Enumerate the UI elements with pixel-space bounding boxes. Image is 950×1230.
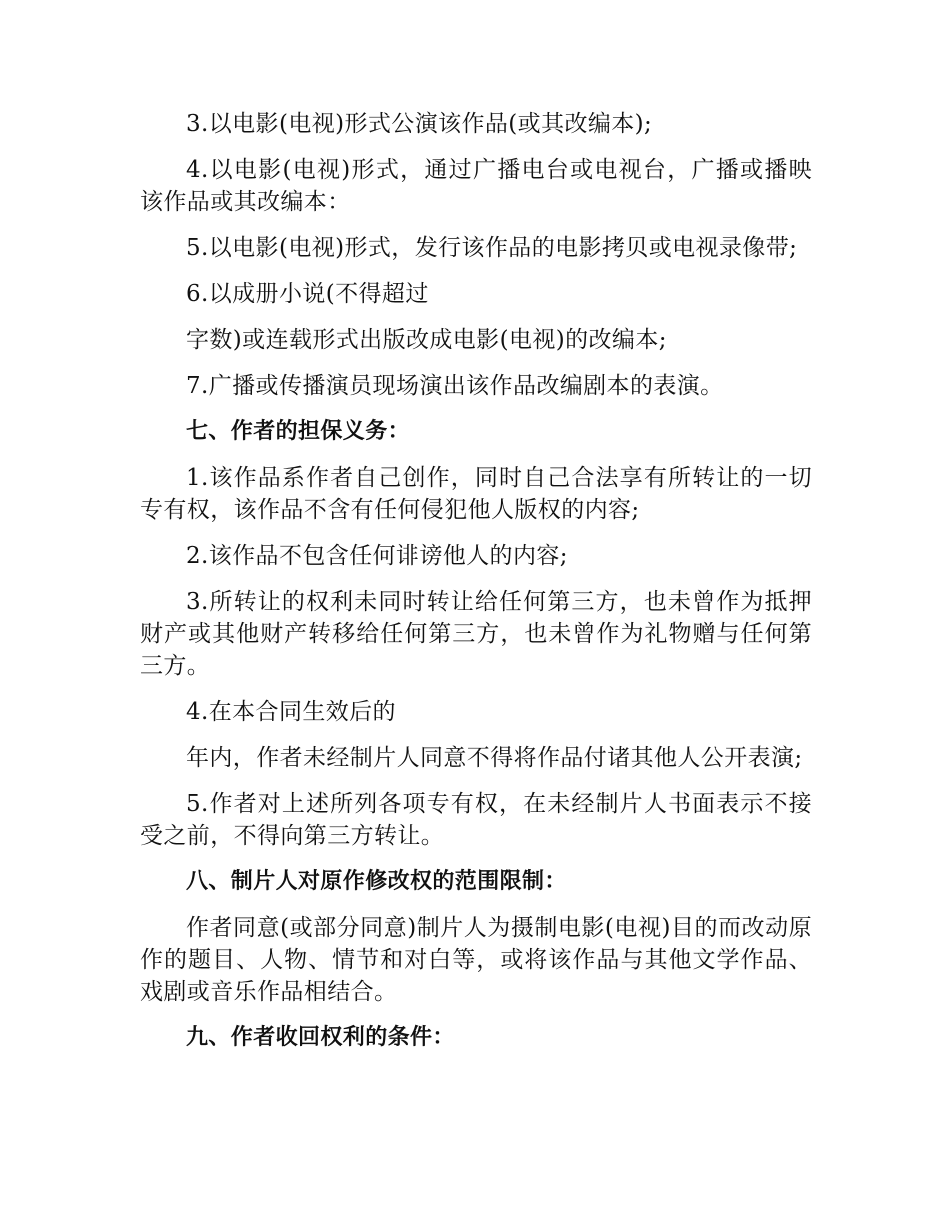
- document-body: [140, 108, 812, 1068]
- paragraph: 4.以电影(电视)形式，通过广播电台或电视台，广播或播映该作品或其改编本：: [140, 157, 812, 215]
- paragraph: 3.以电影(电视)形式公演该作品(或其改编本);: [186, 111, 653, 137]
- paragraph: 6.以成册小说(不得超过: [186, 281, 429, 307]
- paragraph: 作者同意(或部分同意)制片人为摄制电影(电视)目的而改动原作的题目、人物、情节和对白等，或将该作品与其他文学作品、戏剧或音乐作品相结合。: [140, 915, 812, 1005]
- section-heading: 八、制片人对原作修改权的范围限制：: [186, 869, 567, 894]
- section-heading: 九、作者收回权利的条件：: [186, 1025, 455, 1050]
- paragraph: 5.作者对上述所列各项专有权，在未经制片人书面表示不接受之前，不得向第三方转让。: [140, 791, 812, 849]
- paragraph: 7.广播或传播演员现场演出该作品改编剧本的表演。: [186, 373, 724, 399]
- paragraph: 2.该作品不包含任何诽谤他人的内容;: [186, 543, 568, 569]
- paragraph: 1.该作品系作者自己创作，同时自己合法享有所转让的一切专有权，该作品不含有任何侵犯他人版权的内容;: [140, 465, 812, 523]
- section-heading: 七、作者的担保义务：: [186, 419, 411, 444]
- paragraph: 3.所转让的权利未同时转让给任何第三方，也未曾作为抵押财产或其他财产转移给任何第三方，也未曾作为礼物赠与任何第三方。: [140, 589, 812, 679]
- paragraph: 年内，作者未经制片人同意不得将作品付诸其他人公开表演;: [186, 745, 803, 771]
- paragraph: 字数)或连载形式出版改成电影(电视)的改编本;: [186, 327, 667, 353]
- paragraph: 4.在本合同生效后的: [186, 699, 396, 725]
- paragraph: 5.以电影(电视)形式，发行该作品的电影拷贝或电视录像带;: [186, 235, 798, 261]
